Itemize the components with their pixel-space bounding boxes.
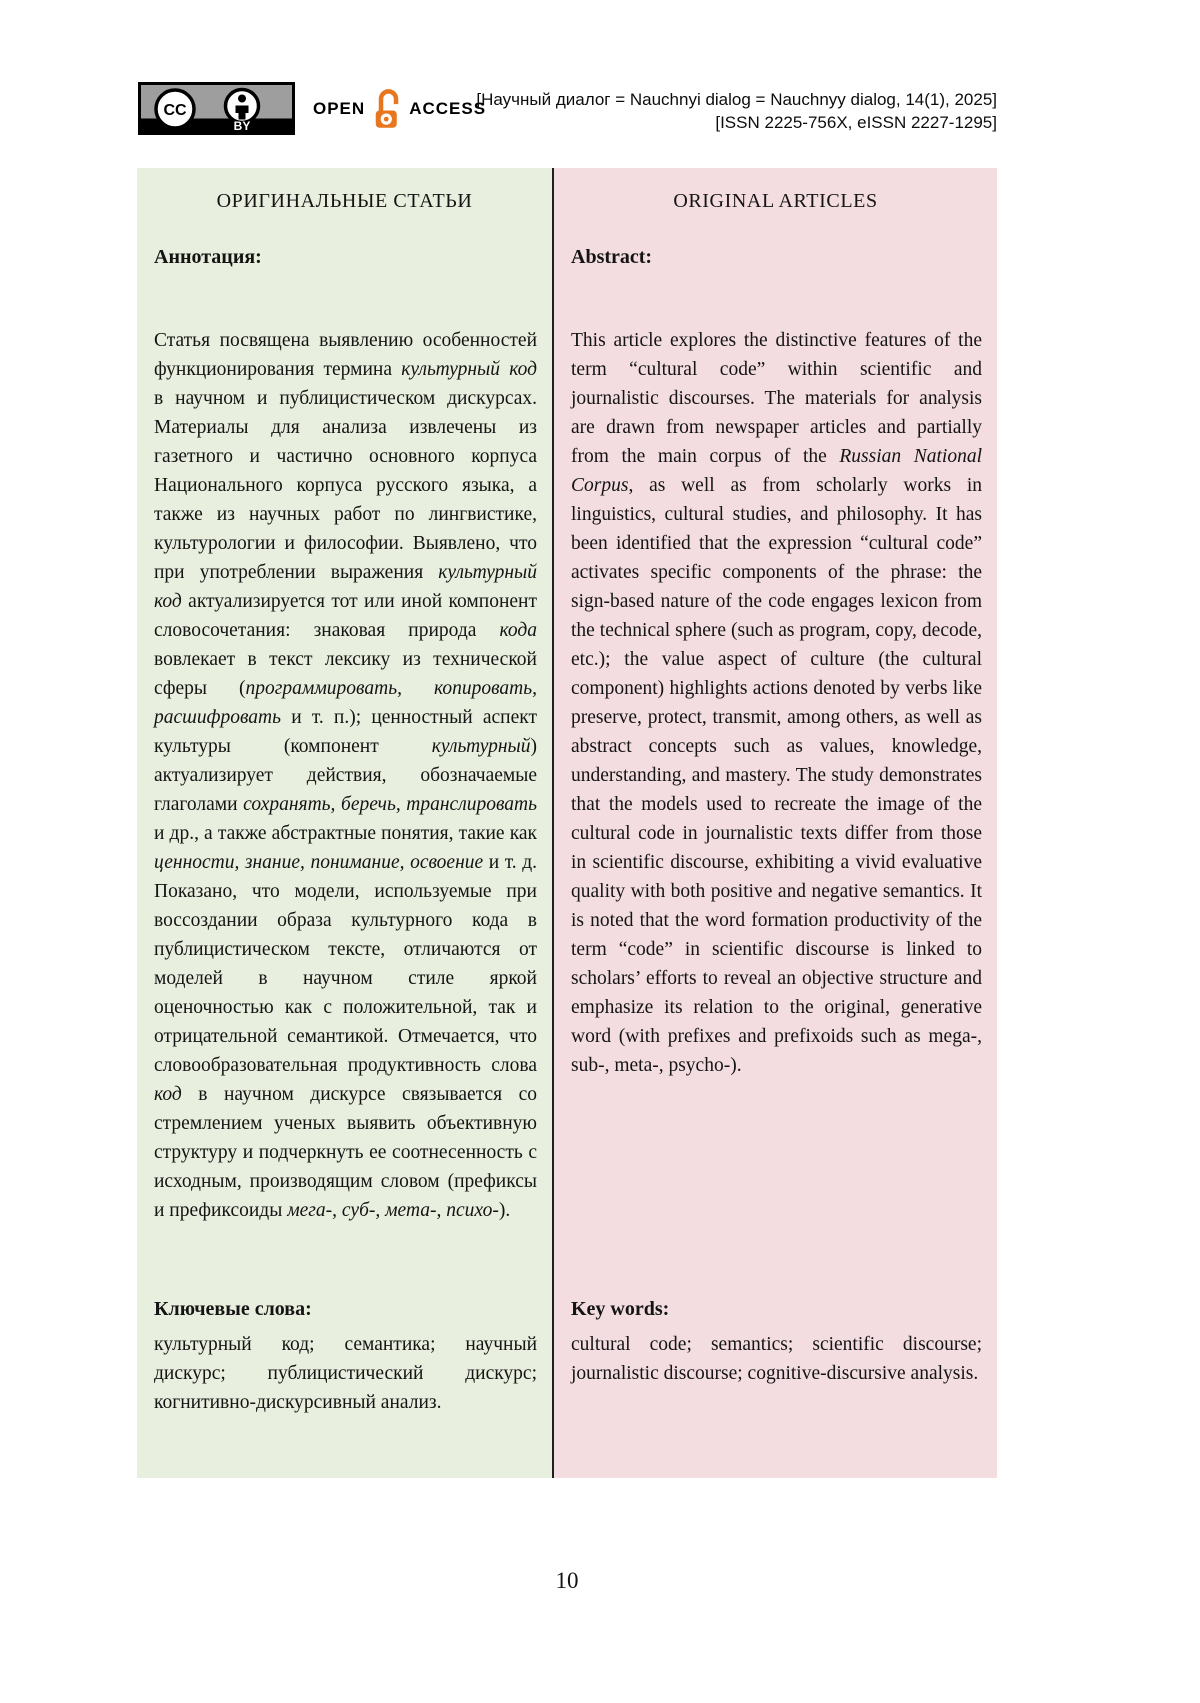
abstract-label: Abstract:: [571, 246, 653, 268]
open-access-access-label: ACCESS: [409, 99, 487, 118]
annotation-label: Аннотация:: [154, 246, 262, 268]
cc-icon: [156, 90, 194, 128]
english-section-title: ORIGINAL ARTICLES: [673, 190, 878, 212]
open-access-logo: [313, 86, 486, 132]
russian-keywords-label: Ключевые слова:: [154, 1298, 312, 1320]
journal-reference: [476, 88, 997, 134]
open-padlock-icon: [372, 86, 402, 132]
russian-keywords-text: культурный код; семантика; научный дискурс; публицистический дискурс; когнитивно-дискурсивный анализ.: [154, 1334, 537, 1413]
english-keywords-label: Key words:: [571, 1298, 670, 1320]
by-label: BY: [233, 119, 251, 133]
svg-text:CC: CC: [163, 102, 187, 119]
abstract-columns: [137, 168, 997, 1478]
page-number: 10: [555, 1568, 579, 1593]
russian-section-title: ОРИГИНАЛЬНЫЕ СТАТЬИ: [216, 190, 473, 212]
english-abstract-text: This article explores the distinctive features of the term “cultural code” within scientific and journalistic discourses. The materials for analysis are drawn from newspaper articles and partially from the main corpus of the Russian National Corpus, as well as from scholarly works in linguistics, cultural studies, and philosophy. It has been identified that the expression “cultural code” activates specific components of the phrase: the sign-based nature of the code engages lexicon from the technical sphere (such as program, copy, decode, etc.); the value aspect of culture (the cultural component) highlights actions denoted by verbs like preserve, protect, transmit, among others, as well as abstract concepts such as values, knowledge, understanding, and mastery. The study demonstrates that the models used to recreate the image of the cultural code in journalistic texts differ from those in scientific discourse, exhibiting a vivid evaluative quality with both positive and negative semantics. It is noted that the word formation productivity of the term “code” in scientific discourse is linked to scholars’ efforts to reveal an objective structure and emphasize its relation to the original, generative word (with prefixes and prefixoids such as mega-, sub-, meta-, psycho-).: [571, 330, 982, 1076]
english-keywords-text: cultural code; semantics; scientific discourse; journalistic discourse; cognitive-discursive analysis.: [571, 1334, 982, 1384]
cc-by-license-badge: [138, 82, 295, 135]
russian-column: [137, 168, 552, 1478]
journal-issn-line: [ISSN 2225-756X, eISSN 2227-1295]: [715, 113, 997, 132]
open-access-open-label: OPEN: [313, 99, 366, 118]
english-column: [554, 168, 997, 1478]
attribution-person-icon: [226, 90, 259, 123]
journal-title-line: [Научный диалог = Nauchnyi dialog = Nauchnyy dialog, 14(1), 2025]: [476, 90, 997, 109]
russian-abstract-text: Статья посвящена выявлению особенностей функционирования термина культурный код в научном и публицистическом дискурсах. Материалы для анализа извлечены из газетного и частично основного корпуса Национального корпуса русского языка, а также из научных работ по лингвистике, культурологии и философии. Выявлено, что при употреблении выражения культурный код актуализируется тот или иной компонент словосочетания: знаковая природа кода вовлекает в текст лексику из технической сферы (программировать, копировать, расшифровать и т. п.); ценностный аспект культуры (компонент культурный) актуализирует действия, обозначаемые глаголами сохранять, беречь, транслировать и др., а также абстрактные понятия, такие как ценности, знание, понимание, освоение и т. д. Показано, что модели, используемые при воссоздании образа культурного кода в публицистическом тексте, отличаются от моделей в научном стиле яркой оценочностью как с положительной, так и отрицательной семантикой. Отмечается, что словообразовательная продуктивность слова код в научном дискурсе связывается со стремлением ученых выявить объективную структуру и подчеркнуть ее соотнесенность с исходным, производящим словом (префиксы и префиксоиды мега-, суб-, мета-, психо-).: [154, 330, 538, 1221]
